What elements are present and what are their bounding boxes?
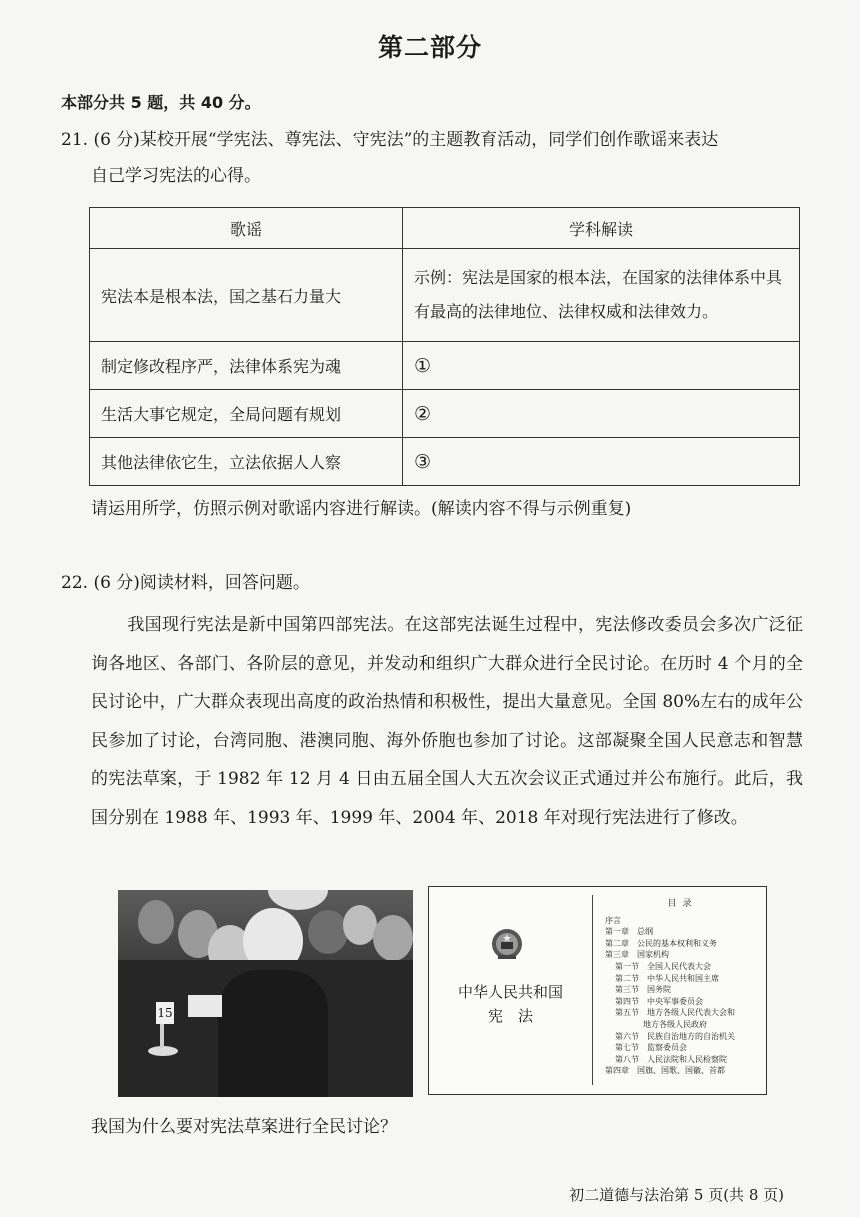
header-song: 歌谣: [90, 208, 403, 249]
answer-blank-2: ②: [403, 390, 800, 438]
song-cell: 生活大事它规定，全局问题有规划: [90, 390, 403, 438]
table-row: [90, 390, 800, 438]
toc-item: 第二节 中华人民共和国主席: [615, 973, 719, 983]
booklet-title-line1: 中华人民共和国: [457, 983, 563, 1001]
toc-item: 序言: [605, 915, 621, 925]
interpretation-cell: 示例：宪法是国家的根本法，在国家的法律体系中具有最高的法律地位、法律权威和法律效力。: [403, 249, 800, 342]
table-of-contents: [605, 899, 760, 1077]
toc-item: 第四章 国旗、国歌、国徽、首都: [605, 1066, 725, 1076]
table-row: [90, 438, 800, 486]
song-interpretation-table: [89, 207, 800, 486]
toc-item: 第六节 民族自治地方的自治机关: [615, 1031, 735, 1041]
toc-item: 第三节 国务院: [615, 985, 671, 995]
table-row: [90, 249, 800, 342]
song-cell: 其他法律依它生，立法依据人人察: [90, 438, 403, 486]
question-21-line2: 自己学习宪法的心得。: [91, 166, 261, 186]
question-21-line1: 21. (6 分)某校开展“学宪法、尊宪法、守宪法”的主题教育活动，同学们创作歌谣来表达: [61, 130, 719, 150]
question-22-material: [91, 606, 803, 837]
question-22-header: 22. (6 分)阅读材料，回答问题。: [61, 573, 310, 593]
toc-item: 第一章 总纲: [605, 927, 653, 937]
national-emblem-icon: [490, 927, 524, 961]
toc-item: 第二章 公民的基本权利和义务: [605, 938, 717, 948]
toc-item: 第七节 监察委员会: [615, 1043, 687, 1053]
toc-item: 地方各级人民政府: [643, 1019, 707, 1029]
booklet-title-line2: 宪 法: [487, 1007, 533, 1025]
voting-photo: [118, 890, 413, 1097]
question-21-stem: [61, 122, 811, 194]
ballot-number-card: 15: [156, 1002, 174, 1024]
material-text: 我国现行宪法是新中国第四部宪法。在这部宪法诞生过程中，宪法修改委员会多次广泛征询各地区、各部门、各阶层的意见，并发动和组织广大群众进行全民讨论。在历时 4 个月的全民讨论中，广大群众表现出高度的政治热情和积极性，提出大量意见。全国 80%左右的成年公民参加了讨论，台湾同胞、港澳同胞、海外侨胞也参加了讨论。这部凝聚全国人民意志和智慧的宪法草案，于 1982 年 12 月 4 日由五届全国人大五次会议正式通过并公布施行。此后，我国分别在 1988 年、1993 年、1999 年、2004 年、2018 年对现行宪法进行了修改。: [91, 615, 803, 828]
question-22-prompt: 我国为什么要对宪法草案进行全民讨论？: [91, 1117, 397, 1137]
song-cell: 宪法本是根本法，国之基石力量大: [90, 249, 403, 342]
answer-blank-3: ③: [403, 438, 800, 486]
header-interpretation: 学科解读: [403, 208, 800, 249]
toc-item: 第三章 国家机构: [605, 950, 669, 960]
table-row: [90, 342, 800, 390]
page-footer: 初二道德与法治第 5 页(共 8 页): [569, 1186, 784, 1204]
song-cell: 制定修改程序严，法律体系宪为魂: [90, 342, 403, 390]
toc-heading: 目录: [667, 899, 698, 909]
question-21-instruction: 请运用所学，仿照示例对歌谣内容进行解读。(解读内容不得与示例重复): [91, 499, 632, 519]
toc-item: 第八节 人民法院和人民检察院: [615, 1054, 727, 1064]
toc-item: 第四节 中央军事委员会: [615, 996, 703, 1006]
section-title: 第二部分: [377, 33, 482, 62]
toc-item: 第一节 全国人民代表大会: [615, 961, 711, 971]
section-intro: 本部分共 5 题，共 40 分。: [61, 93, 261, 112]
booklet-divider: [592, 895, 593, 1085]
toc-item: 第五节 地方各级人民代表大会和: [615, 1008, 735, 1018]
answer-blank-1: ①: [403, 342, 800, 390]
constitution-booklet: [428, 886, 767, 1095]
table-header-row: [90, 208, 800, 249]
